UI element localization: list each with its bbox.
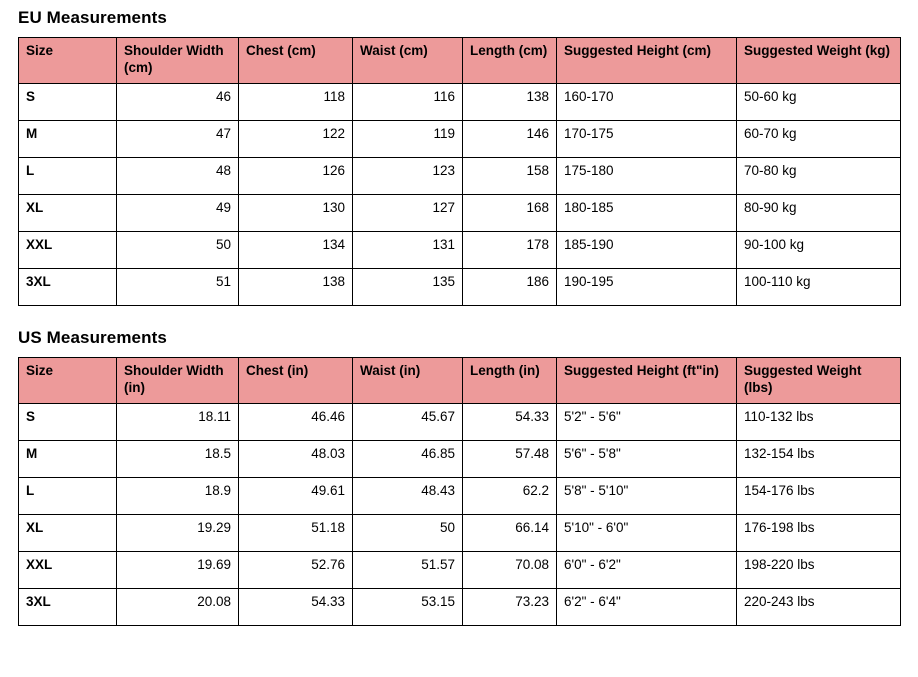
column-header-shoulder-width: Shoulder Width (in) bbox=[117, 358, 239, 404]
cell-length: 186 bbox=[463, 269, 557, 306]
cell-length: 138 bbox=[463, 84, 557, 121]
cell-chest: 126 bbox=[239, 158, 353, 195]
column-header-waist: Waist (in) bbox=[353, 358, 463, 404]
cell-length: 178 bbox=[463, 232, 557, 269]
cell-length: 146 bbox=[463, 121, 557, 158]
column-header-size: Size bbox=[19, 358, 117, 404]
cell-suggested-height: 170-175 bbox=[557, 121, 737, 158]
cell-suggested-height: 175-180 bbox=[557, 158, 737, 195]
cell-waist: 123 bbox=[353, 158, 463, 195]
cell-size: 3XL bbox=[19, 269, 117, 306]
eu-measurements-section bbox=[18, 8, 900, 306]
column-header-shoulder-width: Shoulder Width (cm) bbox=[117, 38, 239, 84]
cell-length: 70.08 bbox=[463, 552, 557, 589]
cell-suggested-height: 185-190 bbox=[557, 232, 737, 269]
table-row bbox=[19, 478, 901, 515]
cell-suggested-height: 5'6" - 5'8" bbox=[557, 441, 737, 478]
cell-size: XL bbox=[19, 515, 117, 552]
cell-suggested-height: 5'10" - 6'0" bbox=[557, 515, 737, 552]
page-title-eu: EU Measurements bbox=[18, 8, 167, 27]
cell-waist: 131 bbox=[353, 232, 463, 269]
cell-shoulder-width: 18.9 bbox=[117, 478, 239, 515]
column-header-suggested-weight: Suggested Weight (lbs) bbox=[737, 358, 901, 404]
column-header-size: Size bbox=[19, 38, 117, 84]
cell-suggested-height: 5'8" - 5'10" bbox=[557, 478, 737, 515]
cell-suggested-weight: 132-154 lbs bbox=[737, 441, 901, 478]
page-title-us: US Measurements bbox=[18, 328, 167, 347]
cell-length: 66.14 bbox=[463, 515, 557, 552]
cell-suggested-weight: 176-198 lbs bbox=[737, 515, 901, 552]
cell-suggested-weight: 154-176 lbs bbox=[737, 478, 901, 515]
cell-length: 54.33 bbox=[463, 404, 557, 441]
cell-chest: 49.61 bbox=[239, 478, 353, 515]
table-row bbox=[19, 195, 901, 232]
cell-size: XXL bbox=[19, 552, 117, 589]
cell-suggested-weight: 100-110 kg bbox=[737, 269, 901, 306]
cell-suggested-weight: 60-70 kg bbox=[737, 121, 901, 158]
cell-chest: 51.18 bbox=[239, 515, 353, 552]
table-header-row bbox=[19, 358, 901, 404]
cell-chest: 46.46 bbox=[239, 404, 353, 441]
cell-waist: 46.85 bbox=[353, 441, 463, 478]
cell-size: L bbox=[19, 158, 117, 195]
table-row bbox=[19, 404, 901, 441]
column-header-suggested-height: Suggested Height (cm) bbox=[557, 38, 737, 84]
cell-waist: 48.43 bbox=[353, 478, 463, 515]
table-row bbox=[19, 269, 901, 306]
column-header-length: Length (cm) bbox=[463, 38, 557, 84]
cell-shoulder-width: 51 bbox=[117, 269, 239, 306]
column-header-chest: Chest (in) bbox=[239, 358, 353, 404]
cell-waist: 45.67 bbox=[353, 404, 463, 441]
cell-waist: 50 bbox=[353, 515, 463, 552]
cell-chest: 130 bbox=[239, 195, 353, 232]
table-row bbox=[19, 589, 901, 626]
cell-waist: 116 bbox=[353, 84, 463, 121]
us-measurements-table bbox=[18, 357, 901, 626]
cell-size: XXL bbox=[19, 232, 117, 269]
table-row bbox=[19, 232, 901, 269]
table-row bbox=[19, 515, 901, 552]
cell-shoulder-width: 50 bbox=[117, 232, 239, 269]
cell-chest: 134 bbox=[239, 232, 353, 269]
cell-chest: 138 bbox=[239, 269, 353, 306]
cell-size: XL bbox=[19, 195, 117, 232]
cell-shoulder-width: 47 bbox=[117, 121, 239, 158]
column-header-length: Length (in) bbox=[463, 358, 557, 404]
cell-chest: 48.03 bbox=[239, 441, 353, 478]
table-row bbox=[19, 121, 901, 158]
column-header-chest: Chest (cm) bbox=[239, 38, 353, 84]
column-header-waist: Waist (cm) bbox=[353, 38, 463, 84]
cell-suggested-weight: 50-60 kg bbox=[737, 84, 901, 121]
cell-shoulder-width: 48 bbox=[117, 158, 239, 195]
cell-shoulder-width: 18.5 bbox=[117, 441, 239, 478]
cell-size: M bbox=[19, 121, 117, 158]
cell-waist: 135 bbox=[353, 269, 463, 306]
cell-suggested-height: 180-185 bbox=[557, 195, 737, 232]
cell-suggested-weight: 220-243 lbs bbox=[737, 589, 901, 626]
cell-length: 73.23 bbox=[463, 589, 557, 626]
us-measurements-section bbox=[18, 328, 900, 626]
cell-suggested-height: 5'2" - 5'6" bbox=[557, 404, 737, 441]
eu-measurements-table bbox=[18, 37, 901, 306]
cell-suggested-weight: 198-220 lbs bbox=[737, 552, 901, 589]
table-header-row bbox=[19, 38, 901, 84]
cell-shoulder-width: 20.08 bbox=[117, 589, 239, 626]
cell-shoulder-width: 19.29 bbox=[117, 515, 239, 552]
cell-length: 57.48 bbox=[463, 441, 557, 478]
table-row bbox=[19, 441, 901, 478]
table-row bbox=[19, 158, 901, 195]
cell-shoulder-width: 49 bbox=[117, 195, 239, 232]
cell-suggested-weight: 110-132 lbs bbox=[737, 404, 901, 441]
cell-shoulder-width: 46 bbox=[117, 84, 239, 121]
cell-length: 158 bbox=[463, 158, 557, 195]
cell-suggested-height: 6'0" - 6'2" bbox=[557, 552, 737, 589]
cell-suggested-weight: 80-90 kg bbox=[737, 195, 901, 232]
cell-waist: 51.57 bbox=[353, 552, 463, 589]
cell-suggested-height: 6'2" - 6'4" bbox=[557, 589, 737, 626]
cell-chest: 54.33 bbox=[239, 589, 353, 626]
cell-length: 62.2 bbox=[463, 478, 557, 515]
cell-waist: 127 bbox=[353, 195, 463, 232]
cell-waist: 119 bbox=[353, 121, 463, 158]
column-header-suggested-weight: Suggested Weight (kg) bbox=[737, 38, 901, 84]
cell-size: 3XL bbox=[19, 589, 117, 626]
cell-chest: 118 bbox=[239, 84, 353, 121]
cell-size: L bbox=[19, 478, 117, 515]
cell-chest: 52.76 bbox=[239, 552, 353, 589]
cell-suggested-weight: 90-100 kg bbox=[737, 232, 901, 269]
cell-suggested-weight: 70-80 kg bbox=[737, 158, 901, 195]
cell-size: M bbox=[19, 441, 117, 478]
cell-shoulder-width: 19.69 bbox=[117, 552, 239, 589]
cell-shoulder-width: 18.11 bbox=[117, 404, 239, 441]
cell-size: S bbox=[19, 404, 117, 441]
cell-length: 168 bbox=[463, 195, 557, 232]
cell-suggested-height: 160-170 bbox=[557, 84, 737, 121]
table-row bbox=[19, 552, 901, 589]
cell-chest: 122 bbox=[239, 121, 353, 158]
cell-waist: 53.15 bbox=[353, 589, 463, 626]
table-row bbox=[19, 84, 901, 121]
cell-suggested-height: 190-195 bbox=[557, 269, 737, 306]
cell-size: S bbox=[19, 84, 117, 121]
column-header-suggested-height: Suggested Height (ft"in) bbox=[557, 358, 737, 404]
